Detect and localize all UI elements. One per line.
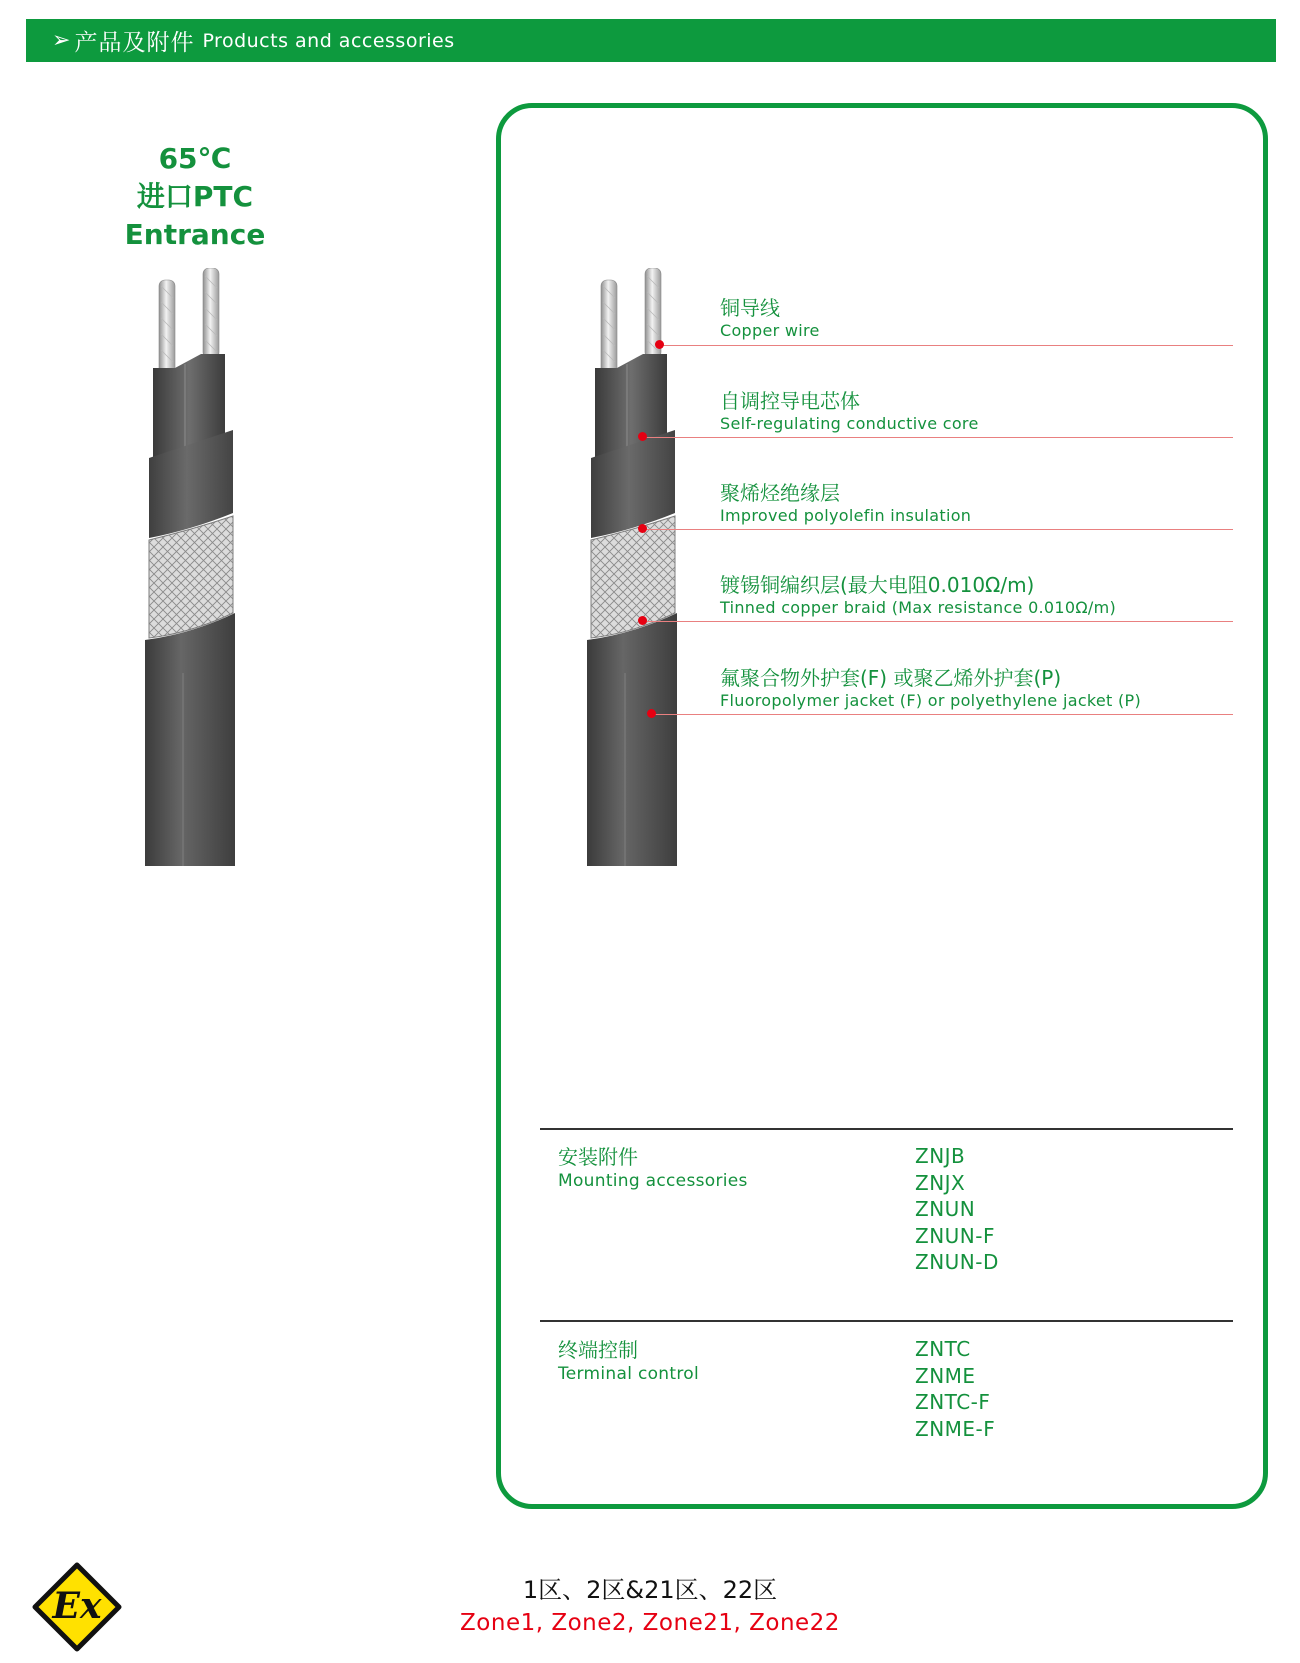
layer-conductive-core: [720, 389, 979, 435]
layer-label-cn: 氟聚合物外护套(F) 或聚乙烯外护套(P): [720, 666, 1062, 690]
section-header: [26, 19, 1276, 62]
leader-line: [655, 714, 1233, 715]
product-type-en: Entrance: [124, 218, 266, 251]
list-item: ZNTC: [915, 1337, 971, 1361]
marker-dot: [655, 340, 664, 349]
layer-label-en: Fluoropolymer jacket (F) or polyethylene jacket (P): [720, 691, 1142, 710]
list-item: ZNJB: [915, 1144, 966, 1168]
layer-copper-wire: [720, 296, 820, 342]
layer-insulation: [720, 481, 971, 527]
leader-line: [660, 345, 1233, 346]
layer-label-cn: 聚烯烃绝缘层: [720, 481, 840, 505]
leader-line: [645, 621, 1233, 622]
mounting-label-en: Mounting accessories: [558, 1171, 748, 1191]
mounting-models-list: [915, 1143, 999, 1276]
leader-line: [645, 437, 1233, 438]
terminal-label-cn: 终端控制: [558, 1338, 638, 1362]
header-title-cn: 产品及附件: [74, 30, 195, 56]
terminal-control-label: [558, 1338, 699, 1386]
list-item: ZNJX: [915, 1170, 966, 1195]
mounting-label-cn: 安装附件: [558, 1145, 638, 1169]
table-rule: [540, 1320, 1233, 1322]
product-temperature: 65℃: [158, 142, 232, 175]
list-item: ZNUN-D: [915, 1250, 999, 1274]
list-item: ZNUN-F: [915, 1223, 995, 1248]
terminal-label-en: Terminal control: [558, 1364, 699, 1384]
zones-en: Zone1, Zone2, Zone21, Zone22: [460, 1610, 840, 1636]
layer-label-cn: 铜导线: [720, 296, 780, 320]
product-title: [95, 140, 295, 254]
header-title-en: Products and accessories: [202, 29, 455, 52]
marker-dot: [638, 432, 647, 441]
layer-outer-jacket: [720, 666, 1141, 712]
ex-mark-text: Ex: [52, 1585, 102, 1627]
explosion-proof-ex-icon: [32, 1562, 122, 1652]
marker-dot: [647, 709, 656, 718]
arrow-right-icon: ➢: [52, 28, 71, 53]
layer-label-en: Copper wire: [720, 321, 820, 340]
layer-label-en: Tinned copper braid (Max resistance 0.010Ω/m): [720, 598, 1117, 617]
terminal-models-list: [915, 1336, 995, 1442]
layer-label-cn: 自调控导电芯体: [720, 389, 860, 413]
zones-cn: 1区、2区&21区、22区: [522, 1576, 778, 1604]
list-item: ZNTC-F: [915, 1390, 991, 1414]
list-item: ZNME: [915, 1363, 976, 1388]
cable-cross-section-illustration: [587, 268, 687, 868]
product-type-cn: 进口PTC: [136, 180, 254, 213]
layer-label-en: Improved polyolefin insulation: [720, 506, 972, 525]
layer-label-cn: 镀锡铜编织层(最大电阻0.010Ω/m): [720, 573, 1035, 597]
layer-label-en: Self-regulating conductive core: [720, 414, 979, 433]
list-item: ZNUN: [915, 1197, 976, 1221]
table-rule: [540, 1128, 1233, 1130]
mounting-accessories-label: [558, 1145, 748, 1193]
marker-dot: [638, 524, 647, 533]
list-item: ZNME-F: [915, 1416, 996, 1441]
heating-cable-illustration: [145, 268, 245, 868]
leader-line: [645, 529, 1233, 530]
layer-copper-braid: [720, 573, 1116, 619]
marker-dot: [638, 616, 647, 625]
